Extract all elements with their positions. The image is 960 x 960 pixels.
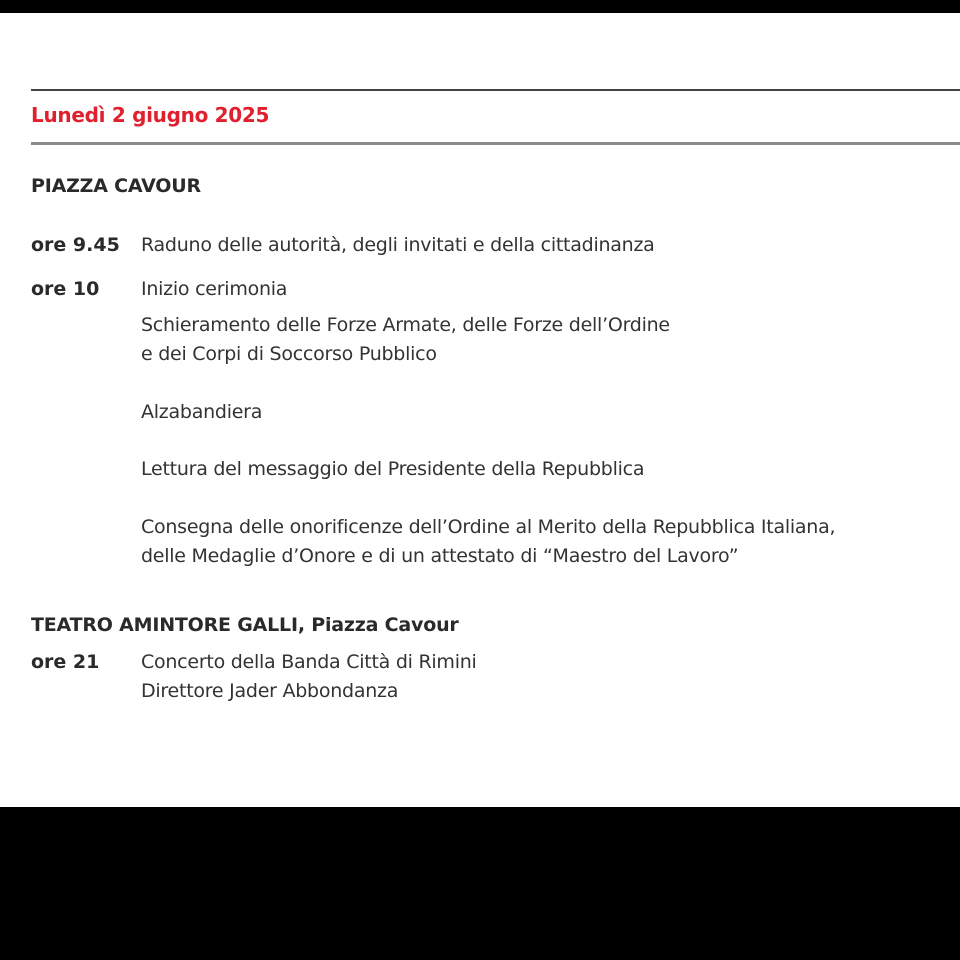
- top-divider: [31, 89, 960, 91]
- venue-heading: TEATRO AMINTORE GALLI, Piazza Cavour: [31, 614, 459, 636]
- program-page: [0, 13, 960, 807]
- schedule-text: e dei Corpi di Soccorso Pubblico: [141, 343, 437, 365]
- schedule-text: Concerto della Banda Città di Rimini: [141, 651, 477, 673]
- schedule-time: ore 9.45: [31, 234, 120, 256]
- schedule-text: Alzabandiera: [141, 401, 263, 423]
- event-date: Lunedì 2 giugno 2025: [31, 103, 270, 127]
- schedule-time: ore 10: [31, 278, 100, 300]
- schedule-text: Lettura del messaggio del Presidente della Repubblica: [141, 458, 645, 480]
- schedule-text: Consegna delle onorificenze dell’Ordine al Merito della Repubblica Italiana,: [141, 516, 836, 538]
- schedule-text: Direttore Jader Abbondanza: [141, 680, 399, 702]
- date-divider: [31, 142, 960, 145]
- schedule-text: delle Medaglie d’Onore e di un attestato di “Maestro del Lavoro”: [141, 545, 739, 567]
- venue-heading: PIAZZA CAVOUR: [31, 175, 201, 197]
- schedule-text: Schieramento delle Forze Armate, delle Forze dell’Ordine: [141, 314, 670, 336]
- schedule-text: Inizio cerimonia: [141, 278, 288, 300]
- schedule-text: Raduno delle autorità, degli invitati e della cittadinanza: [141, 234, 655, 256]
- schedule-time: ore 21: [31, 651, 100, 673]
